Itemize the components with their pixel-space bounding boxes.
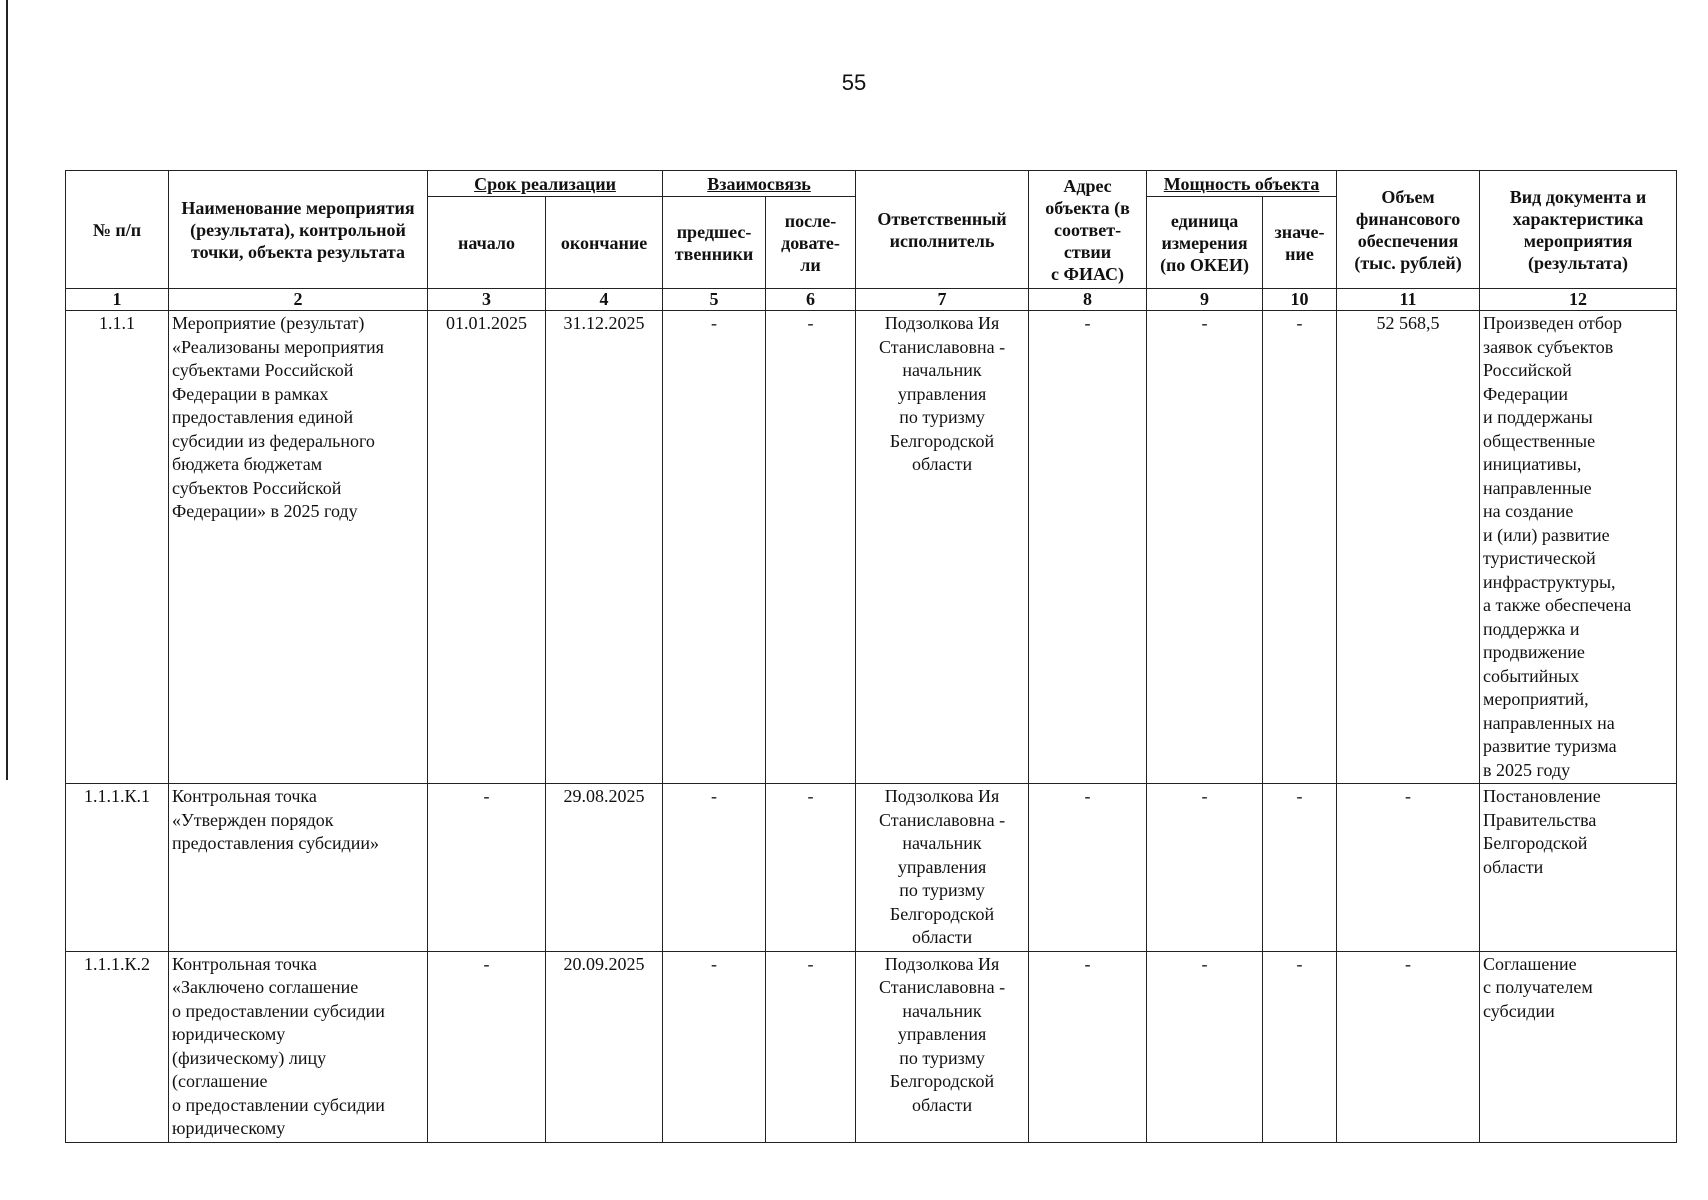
column-number: 8 (1029, 289, 1147, 311)
row-unit: - (1147, 951, 1263, 1142)
row-start: - (428, 951, 546, 1142)
row-unit: - (1147, 784, 1263, 952)
row-value: - (1263, 311, 1337, 784)
header-doc-type: Вид документа и характеристика мероприятия (результата) (1480, 171, 1677, 289)
header-num: № п/п (66, 171, 169, 289)
column-number: 11 (1337, 289, 1480, 311)
row-executor: Подзолкова Ия Станиславовна - начальник управления по туризму Белгородской области (856, 311, 1029, 784)
row-doc-type: Соглашение с получателем субсидии (1480, 951, 1677, 1142)
header-period-group (428, 171, 663, 197)
row-address: - (1029, 784, 1147, 952)
row-unit: - (1147, 311, 1263, 784)
header-predecessors: предшес- твенники (663, 197, 766, 289)
column-number: 1 (66, 289, 169, 311)
header-unit: единица измерения (по ОКЕИ) (1147, 197, 1263, 289)
row-funding: 52 568,5 (1337, 311, 1480, 784)
row-funding: - (1337, 951, 1480, 1142)
row-num: 1.1.1.К.2 (66, 951, 169, 1142)
column-number-row (66, 289, 1677, 311)
page-edge-line (6, 0, 8, 780)
row-end: 31.12.2025 (546, 311, 663, 784)
row-start: - (428, 784, 546, 952)
header-executor: Ответственный исполнитель (856, 171, 1029, 289)
row-end: 29.08.2025 (546, 784, 663, 952)
column-number: 2 (169, 289, 428, 311)
header-capacity-group (1147, 171, 1337, 197)
row-num: 1.1.1 (66, 311, 169, 784)
row-name: Контрольная точка «Утвержден порядок предоставления субсидии» (169, 784, 428, 952)
activities-table (65, 170, 1677, 1143)
row-doc-type: Постановление Правительства Белгородской области (1480, 784, 1677, 952)
row-predecessors: - (663, 311, 766, 784)
row-start: 01.01.2025 (428, 311, 546, 784)
header-successors: после- довате- ли (766, 197, 856, 289)
header-funding: Объем финансового обеспечения (тыс. рублей) (1337, 171, 1480, 289)
row-predecessors: - (663, 784, 766, 952)
row-value: - (1263, 951, 1337, 1142)
header-link-group (663, 171, 856, 197)
row-value: - (1263, 784, 1337, 952)
row-num: 1.1.1.К.1 (66, 784, 169, 952)
header-start: начало (428, 197, 546, 289)
header-capacity-title: Мощность объекта (1163, 173, 1320, 194)
column-number: 12 (1480, 289, 1677, 311)
table-header (66, 171, 1677, 311)
row-name: Мероприятие (результат) «Реализованы мероприятия субъектами Российской Федерации в рамках предоставления единой субсидии из федерального бюджета бюджетам субъектов Российской Федерации» в 2025 году (169, 311, 428, 784)
header-end: окончание (546, 197, 663, 289)
column-number: 9 (1147, 289, 1263, 311)
row-address: - (1029, 311, 1147, 784)
header-link-title: Взаимосвязь (707, 173, 811, 194)
row-successors: - (766, 951, 856, 1142)
header-value: значе- ние (1263, 197, 1337, 289)
column-number: 7 (856, 289, 1029, 311)
page-number: 55 (841, 70, 867, 95)
row-doc-type: Произведен отбор заявок субъектов Российской Федерации и поддержаны общественные инициативы, направленные на создание и (или) развитие туристической инфраструктуры, а также обеспечена поддержка и продвижение событийных мероприятий, направленных на развитие туризма в 2025 году (1480, 311, 1677, 784)
row-name: Контрольная точка «Заключено соглашение о предоставлении субсидии юридическому (физическому) лицу (соглашение о предоставлении субсидии юридическому (169, 951, 428, 1142)
column-number: 6 (766, 289, 856, 311)
table-row (66, 951, 1677, 1142)
row-funding: - (1337, 784, 1480, 952)
row-successors: - (766, 784, 856, 952)
header-address: Адрес объекта (в соответ- ствии с ФИАС) (1029, 171, 1147, 289)
row-address: - (1029, 951, 1147, 1142)
table-row (66, 311, 1677, 784)
row-end: 20.09.2025 (546, 951, 663, 1142)
header-name: Наименование мероприятия (результата), контрольной точки, объекта результата (169, 171, 428, 289)
table-row (66, 784, 1677, 952)
column-number: 3 (428, 289, 546, 311)
row-predecessors: - (663, 951, 766, 1142)
column-number: 4 (546, 289, 663, 311)
column-number: 5 (663, 289, 766, 311)
row-successors: - (766, 311, 856, 784)
row-executor: Подзолкова Ия Станиславовна - начальник управления по туризму Белгородской области (856, 951, 1029, 1142)
row-executor: Подзолкова Ия Станиславовна - начальник управления по туризму Белгородской области (856, 784, 1029, 952)
header-period-title: Срок реализации (474, 173, 616, 194)
column-number: 10 (1263, 289, 1337, 311)
